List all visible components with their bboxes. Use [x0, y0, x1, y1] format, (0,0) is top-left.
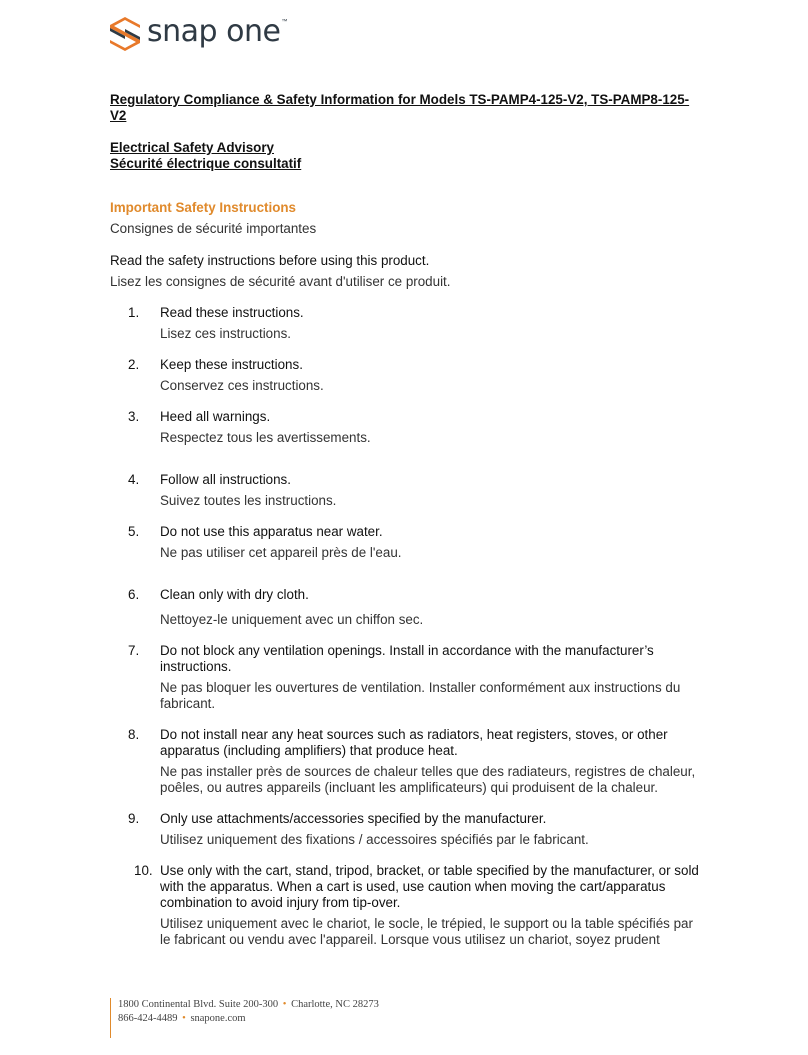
item-number: 2.	[128, 357, 140, 372]
footer-separator: •	[182, 1013, 186, 1024]
snap-one-logo	[108, 14, 287, 54]
list-item	[110, 863, 700, 948]
item-text-fr: Conservez ces instructions.	[160, 378, 324, 393]
list-item	[110, 587, 700, 628]
advisory-heading	[110, 140, 700, 172]
item-text-fr: Utilisez uniquement des fixations / accessoires spécifiés par le fabricant.	[160, 832, 589, 847]
item-text-en: Do not use this apparatus near water.	[160, 524, 383, 539]
list-item	[110, 472, 700, 509]
item-text-en: Do not install near any heat sources such as radiators, heat registers, stoves, or other apparatus (including amplifiers) that produce heat.	[160, 727, 668, 758]
item-text-fr: Utilisez uniquement avec le chariot, le socle, le trépied, le support ou la table spécifiés par le fabricant ou vendu avec l'appareil. Lorsque vous utilisez un chariot, soyez prudent	[160, 916, 693, 947]
list-item	[110, 357, 700, 394]
footer-separator: •	[282, 999, 287, 1010]
footer-address-line	[118, 998, 379, 1012]
footer-contact-line	[118, 1012, 379, 1026]
item-text-fr: Nettoyez-le uniquement avec un chiffon sec.	[160, 612, 424, 627]
advisory-heading-fr: Sécurité électrique consultatif	[110, 156, 302, 171]
footer-phone: 866-424-4489	[118, 1013, 178, 1024]
logo-trademark: ™	[281, 19, 288, 25]
logo-wordmark: snap one	[147, 14, 281, 49]
item-number: 7.	[128, 643, 140, 658]
item-number: 9.	[128, 811, 140, 826]
item-text-en: Only use attachments/accessories specified by the manufacturer.	[160, 811, 547, 826]
advisory-heading-en: Electrical Safety Advisory	[110, 140, 274, 155]
intro-fr: Lisez les consignes de sécurité avant d'utiliser ce produit.	[110, 274, 451, 289]
list-item	[110, 643, 700, 712]
item-number: 3.	[128, 409, 140, 424]
item-text-en: Heed all warnings.	[160, 409, 271, 424]
item-text-en: Keep these instructions.	[160, 357, 303, 372]
section-heading: Important Safety Instructions	[110, 200, 297, 215]
list-item	[110, 409, 700, 446]
item-text-fr: Ne pas utiliser cet appareil près de l'eau.	[160, 545, 402, 560]
item-number: 10.	[134, 863, 153, 878]
list-item	[110, 727, 700, 796]
item-text-fr: Lisez ces instructions.	[160, 326, 291, 341]
item-text-en: Read these instructions.	[160, 305, 304, 320]
list-item	[110, 524, 700, 561]
item-text-fr: Ne pas bloquer les ouvertures de ventilation. Installer conformément aux instructions du fabricant.	[160, 680, 681, 711]
item-text-fr: Ne pas installer près de sources de chaleur telles que des radiateurs, registres de chaleur, poêles, ou autres appareils (incluant les amplificateurs) qui produisent de la chaleur.	[160, 764, 696, 795]
item-text-en: Follow all instructions.	[160, 472, 291, 487]
item-text-en: Use only with the cart, stand, tripod, bracket, or table specified by the manufacturer, or sold with the apparatus. When a cart is used, use caution when moving the cart/apparatus combination to avoid injury from tip-over.	[160, 863, 699, 910]
document-body	[110, 92, 700, 963]
item-number: 5.	[128, 524, 140, 539]
item-number: 8.	[128, 727, 140, 742]
item-text-en: Do not block any ventilation openings. Install in accordance with the manufacturer’s instructions.	[160, 643, 654, 674]
footer-website: snapone.com	[190, 1013, 246, 1024]
safety-instructions-list	[110, 305, 700, 948]
footer-city: Charlotte, NC 28273	[291, 999, 379, 1010]
page-footer	[110, 998, 379, 1038]
list-item	[110, 305, 700, 342]
item-text-fr: Respectez tous les avertissements.	[160, 430, 371, 445]
item-text-fr: Suivez toutes les instructions.	[160, 493, 337, 508]
item-number: 1.	[128, 305, 140, 320]
intro-en: Read the safety instructions before using this product.	[110, 253, 430, 268]
item-text-en: Clean only with dry cloth.	[160, 587, 309, 602]
section-subheading: Consignes de sécurité importantes	[110, 221, 317, 236]
snap-one-logo-mark-icon	[108, 15, 142, 53]
item-number: 4.	[128, 472, 140, 487]
item-number: 6.	[128, 587, 140, 602]
list-item	[110, 811, 700, 848]
footer-address: 1800 Continental Blvd. Suite 200-300	[118, 999, 279, 1010]
document-title: Regulatory Compliance & Safety Information for Models TS-PAMP4-125-V2, TS-PAMP8-125-V2	[110, 92, 690, 123]
